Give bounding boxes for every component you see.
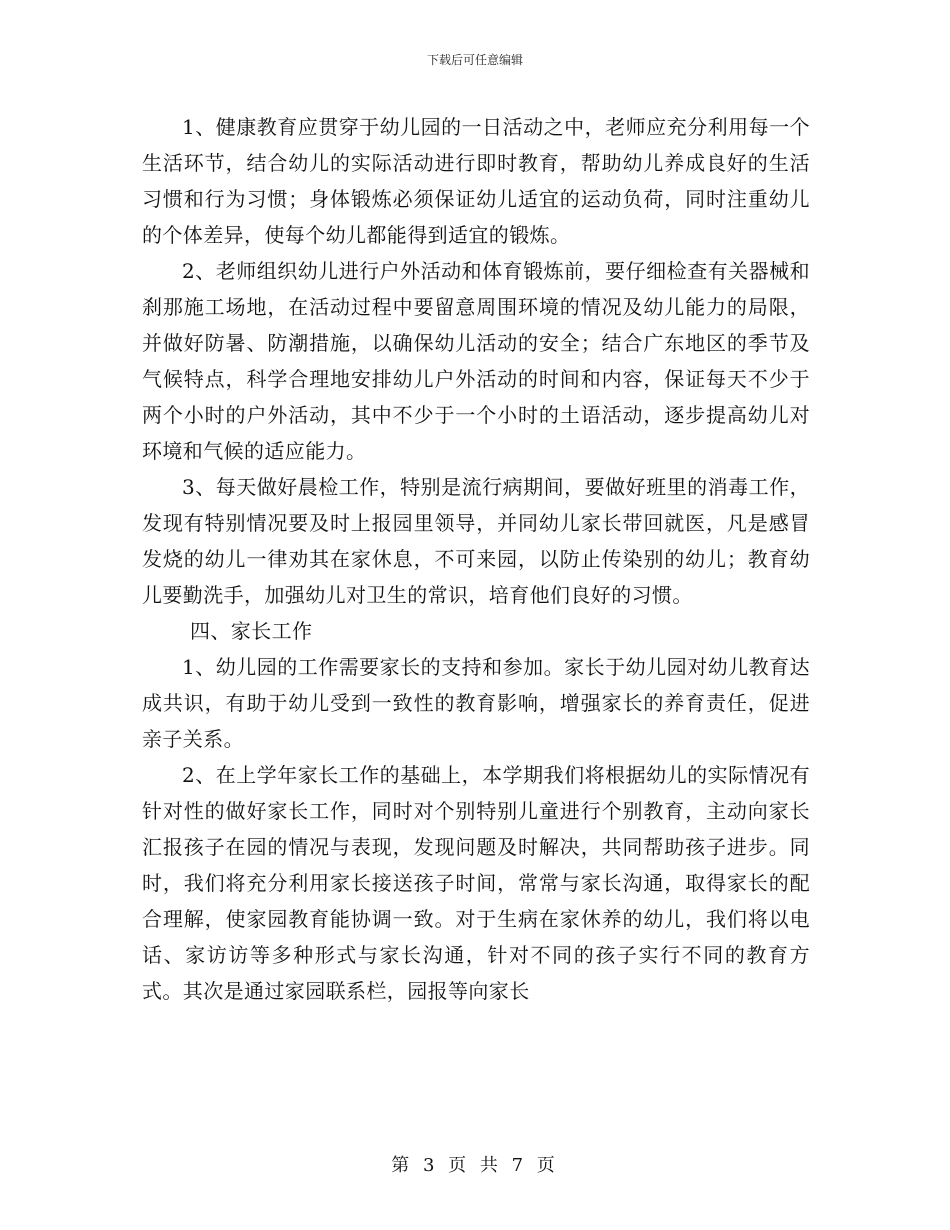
paragraph-morning-check: 3、每天做好晨检工作，特别是流行病期间，要做好班里的消毒工作，发现有特别情况要及时上报园里领导，并同幼儿家长带回就医，凡是感冒发烧的幼儿一律劝其在家休息，不可来园，以防止传染别的幼儿；教育幼儿要勤洗手，加强幼儿对卫生的常识，培育他们良好的习惯。 [142,475,810,607]
page-footer [0,1155,950,1177]
footer-middle: 页 共 [448,1155,502,1176]
document-body [142,109,810,1009]
footer-page-number: 3 [422,1155,439,1176]
paragraph-parent-communication: 2、在上学年家长工作的基础上，本学期我们将根据幼儿的实际情况有针对性的做好家长工作，同时对个别特别儿童进行个别教育，主动向家长汇报孩子在园的情况与表现，发现问题及时解决，共同帮助孩子进步。同时，我们将充分利用家长接送孩子时间，常常与家长沟通，取得家长的配合理解，使家园教育能协调一致。对于生病在家休养的幼儿，我们将以电话、家访访等多种形式与家长沟通，针对不同的孩子实行不同的教育方式。其次是通过家园联系栏，园报等向家长 [142,763,810,1003]
page-header: 下载后可任意编辑 [426,53,523,67]
footer-prefix: 第 [391,1155,414,1176]
paragraph-parent-support: 1、幼儿园的工作需要家长的支持和参加。家长于幼儿园对幼儿教育达成共识，有助于幼儿受到一致性的教育影响，增强家长的养育责任，促进亲子关系。 [142,655,810,751]
paragraph-health-education: 1、健康教育应贯穿于幼儿园的一日活动之中，老师应充分利用每一个生活环节，结合幼儿的实际活动进行即时教育，帮助幼儿养成良好的生活习惯和行为习惯；身体锻炼必须保证幼儿适宜的运动负荷，同时注重幼儿的个体差异，使每个幼儿都能得到适宜的锻炼。 [142,115,810,247]
paragraph-outdoor-activities: 2、老师组织幼儿进行户外活动和体育锻炼前，要仔细检查有关器械和刹那施工场地，在活动过程中要留意周围环境的情况及幼儿能力的局限，并做好防暑、防潮措施，以确保幼儿活动的安全；结合广东地区的季节及气候特点，科学合理地安排幼儿户外活动的时间和内容，保证每天不少于两个小时的户外活动，其中不少于一个小时的土语活动，逐步提高幼儿对环境和气候的适应能力。 [142,259,810,463]
section-heading-parent-work: 四、家长工作 [190,619,313,643]
footer-total-pages: 7 [511,1155,528,1176]
footer-suffix: 页 [536,1155,559,1176]
